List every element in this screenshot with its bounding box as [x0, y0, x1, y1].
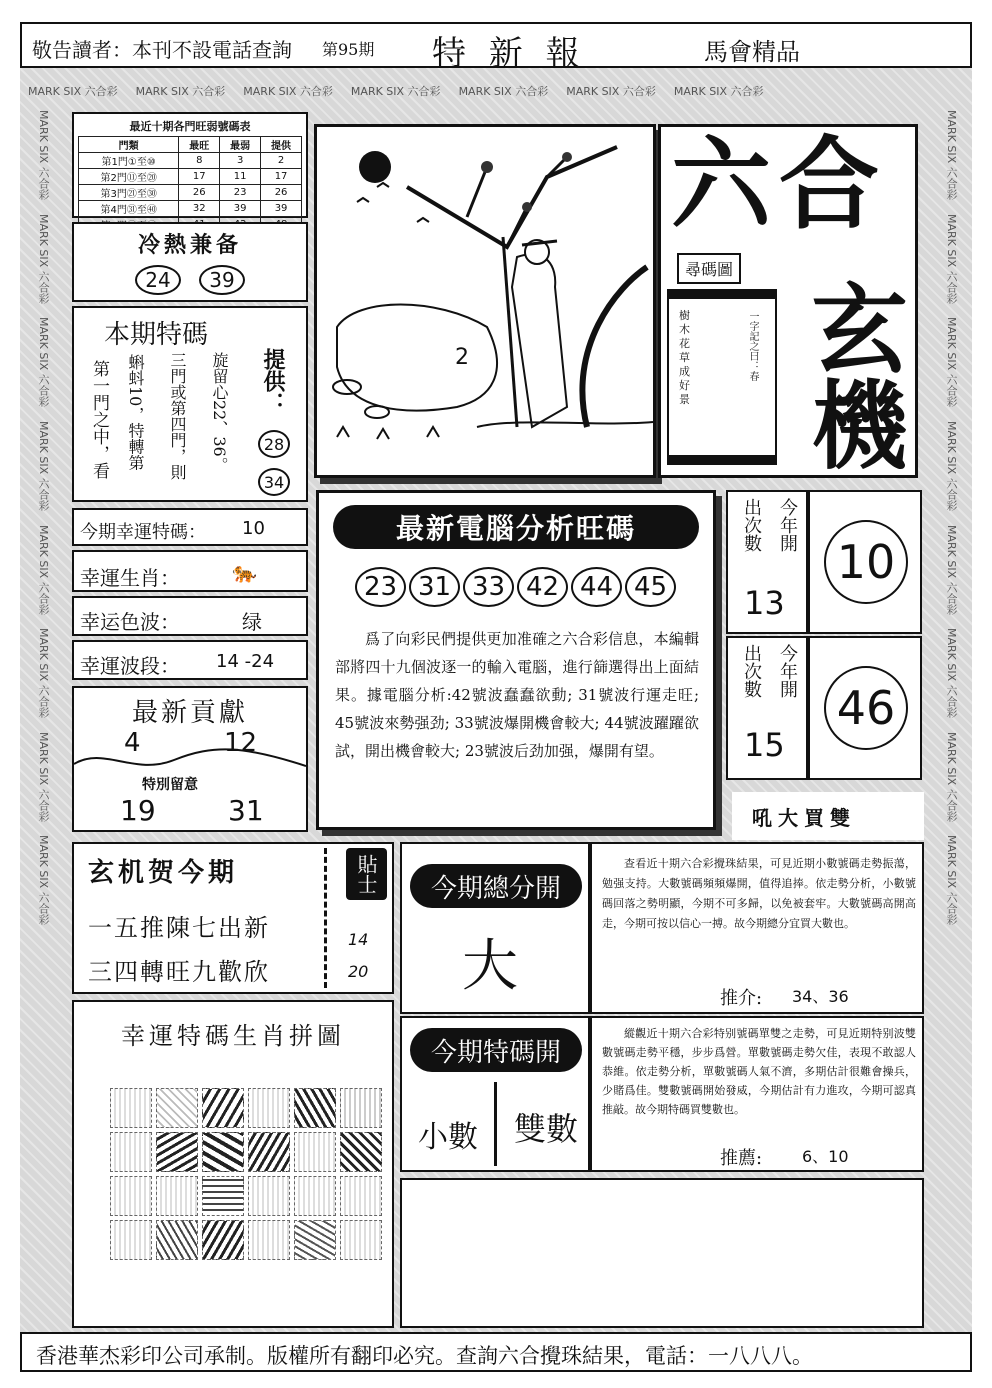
puzzle-tile [156, 1220, 198, 1260]
watermark-column-right [934, 110, 968, 1330]
watermark: MARK SIX 六合彩 [458, 85, 549, 98]
appear-label: 出次數 [741, 644, 762, 698]
table-row [79, 201, 302, 217]
scroll-verse: 一字記之曰：春 [747, 311, 758, 381]
watermark: MARK SIX 六合彩 [37, 317, 50, 407]
table-row [79, 153, 302, 169]
table-cell: 第3門㉑至㉚ [79, 185, 179, 201]
puzzle-tile [156, 1176, 198, 1216]
watermark: MARK SIX 六合彩 [37, 524, 50, 615]
contribution-number: 4 [124, 728, 141, 758]
analysis-balls [355, 567, 676, 607]
watermark: MARK SIX 六合彩 [37, 213, 50, 304]
table-cell: 23 [220, 185, 261, 201]
watermark: MARK SIX 六合彩 [945, 317, 958, 407]
mystery-title-line1: 六合 [671, 125, 887, 243]
puzzle-tile [110, 1220, 152, 1260]
lucky-row [72, 640, 308, 680]
watermark: MARK SIX 六合彩 [243, 85, 333, 98]
stats-table-title: 最近十期各門旺弱號碼表 [129, 120, 251, 133]
appear-count: 13 [744, 584, 785, 622]
appear-label: 今年開 [777, 498, 798, 552]
number-ball: 24 [135, 265, 181, 295]
number-ball: 46 [824, 666, 908, 750]
issue-number: 第95期 [322, 40, 375, 59]
illustration-number: 2 [455, 345, 469, 370]
tiger-icon: 🐅 [232, 560, 257, 584]
lucky-row [72, 550, 308, 592]
puzzle-tile [340, 1176, 382, 1216]
watermark-row [28, 76, 938, 106]
watermark: MARK SIX 六合彩 [37, 420, 50, 511]
xuanji-line: 三四轉旺九歡欣 [88, 958, 270, 986]
watermark: MARK SIX 六合彩 [37, 731, 50, 822]
number-ball: 10 [824, 520, 908, 604]
watermark: MARK SIX 六合彩 [673, 85, 764, 98]
number-ball: 33 [463, 567, 514, 607]
recommend-label: 推薦: [720, 1148, 763, 1169]
watermark: MARK SIX 六合彩 [945, 835, 958, 926]
this-issue-title: 本期特碼 [104, 320, 209, 350]
puzzle-tile [340, 1132, 382, 1172]
puzzle-tile [340, 1220, 382, 1260]
special-result: 小數 [418, 1120, 478, 1155]
appear-count-panel [726, 490, 808, 634]
special-right-panel [590, 1016, 924, 1172]
table-cell: 32 [179, 201, 220, 217]
watermark: MARK SIX 六合彩 [945, 110, 958, 200]
watermark: MARK SIX 六合彩 [135, 85, 226, 98]
total-right-panel [590, 842, 924, 1014]
puzzle-grid [110, 1088, 382, 1260]
watermark: MARK SIX 六合彩 [945, 420, 958, 511]
puzzle-tile [110, 1176, 152, 1216]
table-cell: 39 [261, 201, 302, 217]
analysis-panel [316, 490, 716, 830]
puzzle-tile [294, 1176, 336, 1216]
special-divider [494, 1082, 497, 1166]
mystery-panel [658, 124, 918, 478]
scroll-rod-bottom [669, 455, 775, 463]
total-pill: 今期總分開 [410, 864, 582, 908]
puzzle-tile [248, 1132, 290, 1172]
scroll-char: 樹 [679, 309, 690, 322]
watermark: MARK SIX 六合彩 [566, 85, 656, 98]
puzzle-tile [202, 1132, 244, 1172]
watermark: MARK SIX 六合彩 [945, 213, 958, 304]
puzzle-tile [248, 1088, 290, 1128]
contribution-number: 12 [224, 728, 258, 758]
paper-tagline: 馬會精品 [704, 38, 800, 66]
puzzle-tile [248, 1176, 290, 1216]
sage-illustration [317, 127, 653, 475]
number-ball: 28 [258, 430, 290, 458]
shout-title: 吼大買雙 [752, 806, 856, 830]
number-ball: 31 [409, 567, 460, 607]
number-ball: 42 [517, 567, 568, 607]
appear-label: 今年開 [777, 644, 798, 698]
table-cell: 39 [220, 201, 261, 217]
puzzle-tile [110, 1088, 152, 1128]
watermark: MARK SIX 六合彩 [350, 85, 441, 98]
scroll-char: 木 [679, 323, 690, 336]
puzzle-tile [202, 1176, 244, 1216]
table-cell: 26 [261, 185, 302, 201]
recommend-label: 推介: [720, 988, 763, 1009]
watermark: MARK SIX 六合彩 [37, 628, 50, 718]
hint-column: 第一門之中，看 [89, 360, 109, 479]
appear-count: 15 [744, 726, 785, 764]
scroll-char: 花 [679, 337, 690, 350]
lucky-row [72, 508, 308, 546]
total-result: 大 [462, 934, 518, 999]
xuanji-title: 玄机贺今期 [88, 858, 239, 888]
mystery-badge: 尋碼圖 [677, 253, 741, 284]
cold-hot-title: 冷熱兼备 [137, 232, 242, 258]
lucky-value: 10 [242, 518, 265, 539]
special-note: 特別留意 [142, 777, 198, 793]
lucky-label: 今期幸運特碼： [80, 522, 206, 543]
lucky-label: 幸运色波： [80, 610, 180, 634]
puzzle-tile [248, 1220, 290, 1260]
column-header: 最弱 [220, 137, 261, 153]
table-cell: 11 [220, 169, 261, 185]
table-cell: 8 [179, 153, 220, 169]
stats-table-panel [72, 112, 308, 218]
analysis-title: 最新電腦分析旺碼 [333, 505, 699, 549]
xuanji-line: 一五推陳七出新 [88, 914, 270, 942]
scroll-char: 草 [679, 351, 690, 364]
tip-number: 14 [348, 930, 369, 949]
table-cell: 第2門⑪至⑳ [79, 169, 179, 185]
number-ball: 45 [625, 567, 676, 607]
lucky-value: 绿 [242, 610, 262, 634]
lucky-label: 幸運生肖： [80, 566, 180, 590]
cold-hot-panel [72, 222, 308, 302]
watermark-column-left [26, 110, 60, 1330]
footer-bar [20, 1332, 972, 1372]
table-cell: 17 [261, 169, 302, 185]
lucky-value: 14 -24 [216, 651, 275, 672]
table-cell: 2 [261, 153, 302, 169]
illustration-panel [314, 124, 656, 478]
number-ball: 39 [199, 265, 245, 295]
number-ball: 34 [258, 468, 290, 496]
table-row [79, 185, 302, 201]
appear-number-panel [808, 490, 922, 634]
puzzle-tile [156, 1088, 198, 1128]
lucky-label: 幸運波段： [80, 654, 180, 678]
puzzle-panel [72, 1000, 394, 1328]
column-header: 最旺 [179, 137, 220, 153]
mystery-title-line2: 玄機 [796, 279, 909, 471]
special-result: 雙數 [514, 1110, 579, 1148]
hint-column: 蝌蚪10，特轉第 [126, 354, 145, 471]
paper-name: 特 新 報 [432, 34, 586, 74]
recommend-value: 34、36 [792, 987, 849, 1006]
watermark: MARK SIX 六合彩 [945, 628, 958, 718]
table-cell: 第1門①至⑩ [79, 153, 179, 169]
reader-notice: 敬告讀者：本刊不設電話查詢 [32, 38, 292, 62]
watermark: MARK SIX 六合彩 [37, 110, 50, 200]
puzzle-tile [294, 1132, 336, 1172]
appear-count-panel [726, 636, 808, 780]
tip-number: 20 [348, 962, 369, 981]
appear-label: 出次數 [741, 498, 762, 552]
watermark: MARK SIX 六合彩 [945, 524, 958, 615]
xuanji-panel [72, 842, 394, 994]
recommend-value: 6、10 [802, 1147, 849, 1166]
total-left-panel [400, 842, 590, 1014]
puzzle-title: 幸運特碼生肖拼圖 [121, 1022, 345, 1050]
hint-column: 旋留心22、36。 [210, 352, 229, 473]
number-ball: 44 [571, 567, 622, 607]
column-header: 門類 [79, 137, 179, 153]
shout-header [732, 792, 924, 840]
table-cell: 第4門㉛至㊵ [79, 201, 179, 217]
dashed-divider [324, 848, 327, 988]
puzzle-tile [156, 1132, 198, 1172]
table-cell: 17 [179, 169, 220, 185]
analysis-text: 爲了向彩民們提供更加准確之六合彩信息，本編輯部將四十九個波逐一的輸入電腦，進行篩選得出上面結果。據電腦分析:42號波蠢蠢欲動; 31號波行運走旺; 45號波來勢强劲; 33號波爆開機會較大; 44號波躍躍欲試，開出機會較大; 23號波后劲加强，爆開有望。 [335, 630, 699, 760]
wave-divider [74, 746, 306, 776]
appear-number-panel [808, 636, 922, 780]
watermark: MARK SIX 六合彩 [28, 85, 118, 98]
puzzle-tile [294, 1088, 336, 1128]
watermark: MARK SIX 六合彩 [945, 731, 958, 822]
special-left-panel [400, 1016, 590, 1172]
scroll-char: 景 [679, 393, 690, 406]
this-issue-panel [72, 306, 308, 502]
header-bar [20, 22, 972, 74]
puzzle-tile [110, 1132, 152, 1172]
scroll-image [667, 289, 777, 465]
number-ball: 23 [355, 567, 406, 607]
contribution-title: 最新貢獻 [131, 698, 248, 728]
puzzle-tile [202, 1088, 244, 1128]
contribution-panel [72, 686, 308, 832]
scroll-rod-top [669, 291, 775, 299]
column-header: 提供 [261, 137, 302, 153]
hint-column: 三門或第四門，則 [168, 352, 187, 480]
lucky-row [72, 596, 308, 636]
table-cell: 3 [220, 153, 261, 169]
tip-badge: 貼士 [346, 848, 387, 900]
special-text: 縱觀近十期六合彩特别號碼單雙之走勢，可見近期特别波雙數號碼走勢平穩，步步爲營。單數號碼走勢欠佳，表現不敢認人恭維。依走勢分析，單數號碼人氣不濟，多期估計很難會操兵，少賭爲佳。雙數號碼開始發威，今期估計有力進攻，今期可認真推敲。故今期特碼買雙數也。 [602, 1027, 916, 1116]
blank-panel [400, 1178, 924, 1328]
table-header-row [79, 137, 302, 153]
total-text: 查看近十期六合彩攪珠結果，可見近期小數號碼走勢振蕩，勉强支持。大數號碼頻頻爆開，值得追捧。依走勢分析，小數號碼回落之勢明顯，今期不可多歸，以免被套牢。大數號碼高開高走，今期可按以信心一搏。故今期總分宜買大數也。 [602, 857, 916, 930]
table-row [79, 169, 302, 185]
puzzle-tile [202, 1220, 244, 1260]
contribution-number: 31 [228, 794, 264, 827]
watermark: MARK SIX 六合彩 [37, 835, 50, 926]
stats-table [78, 136, 302, 233]
special-pill: 今期特碼開 [410, 1028, 582, 1072]
contribution-number: 19 [120, 794, 156, 827]
puzzle-tile [294, 1220, 336, 1260]
table-cell: 26 [179, 185, 220, 201]
scroll-char: 好 [679, 379, 690, 392]
scroll-char: 成 [679, 365, 690, 378]
provide-label: 提供： [260, 348, 286, 414]
footer-text: 香港華杰彩印公司承制。版權所有翻印必究。查詢六合攪珠結果，電話：一八八八。 [36, 1344, 813, 1368]
puzzle-tile [340, 1088, 382, 1128]
